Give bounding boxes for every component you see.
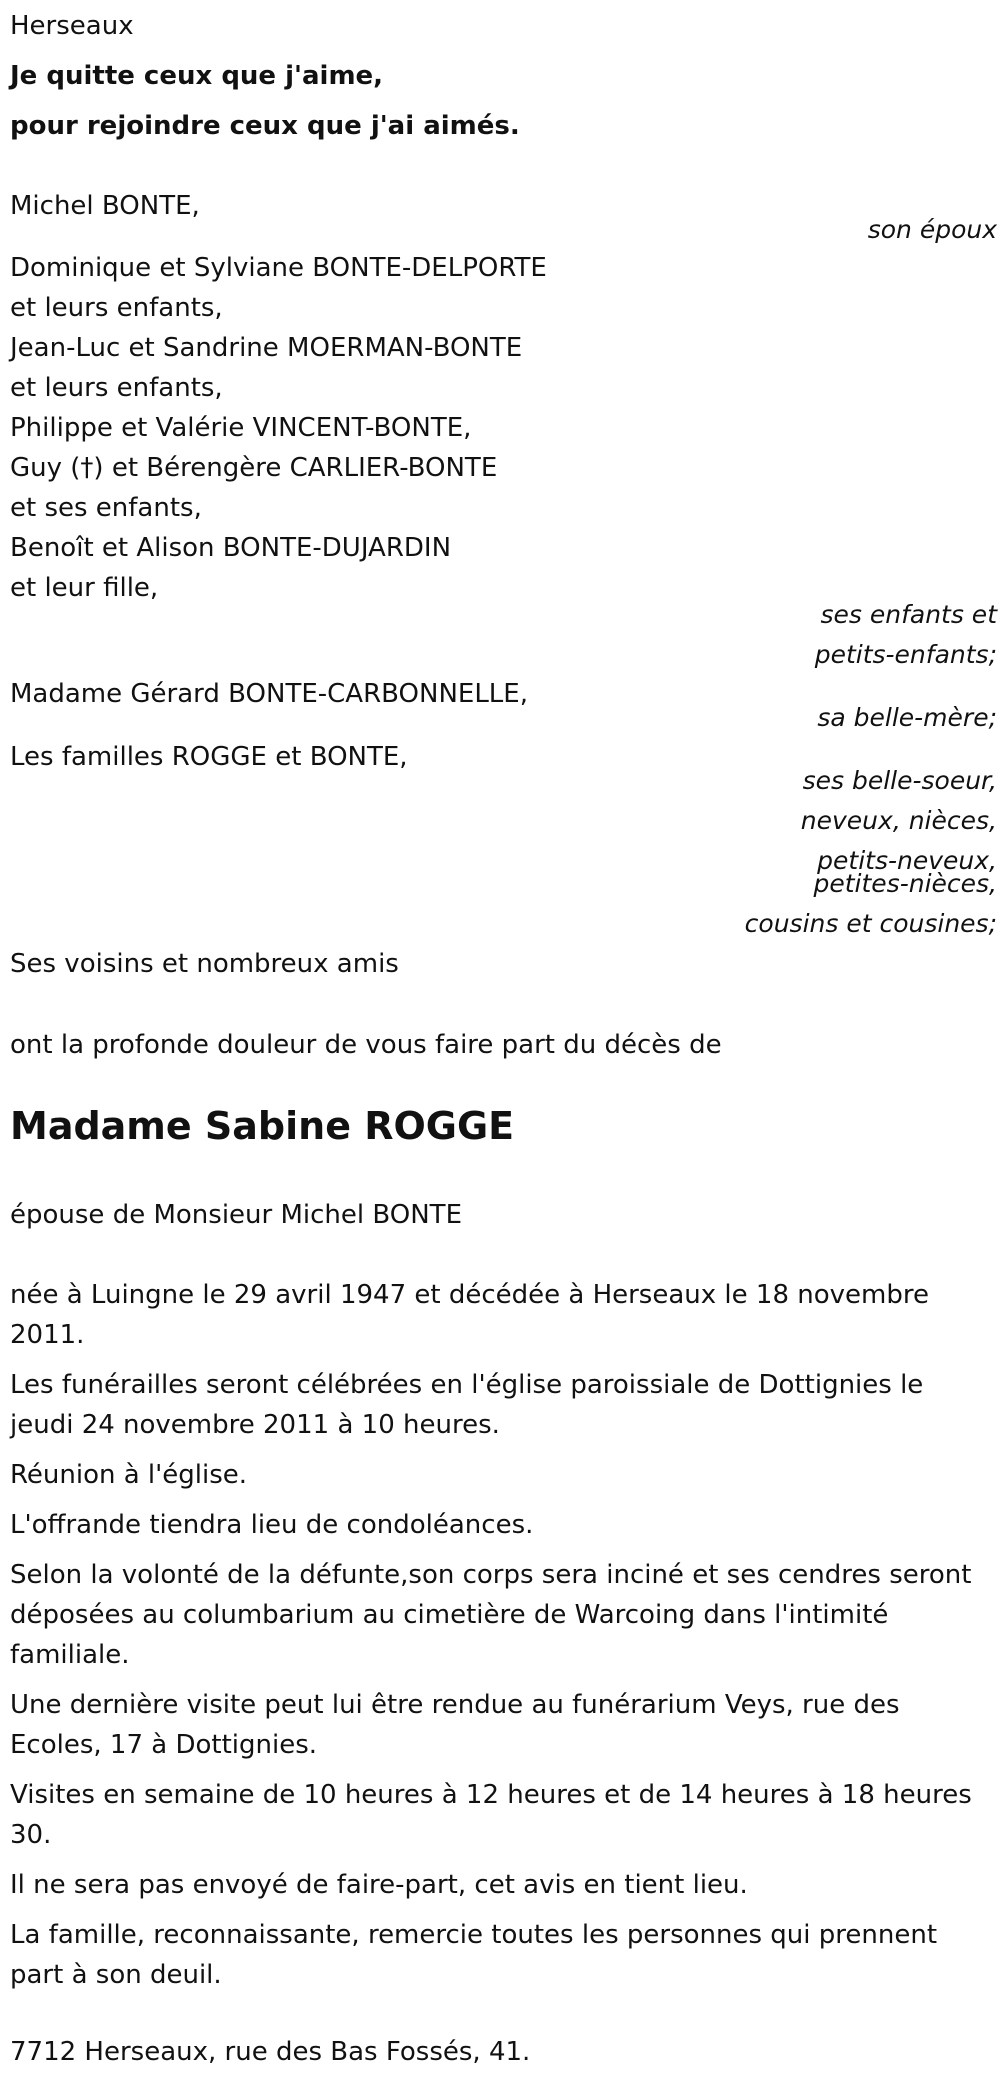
families-role: neveux, nièces,: [800, 806, 997, 835]
child-line: et ses enfants,: [10, 493, 202, 523]
children-role-2: petits-enfants;: [814, 640, 997, 669]
child-line: Philippe et Valérie VINCENT-BONTE,: [10, 413, 472, 443]
detail-paragraph: Les funérailles seront célébrées en l'église paroissiale de Dottignies le jeudi 24 novembre 2011 à 10 heures.: [10, 1370, 924, 1440]
detail-paragraph: Réunion à l'église.: [10, 1460, 248, 1490]
spouse-name: Michel BONTE,: [10, 191, 200, 221]
quote-line-2: pour rejoindre ceux que j'ai aimés.: [10, 111, 520, 141]
detail-paragraph: Une dernière visite peut lui être rendue au funérarium Veys, rue des Ecoles, 17 à Dottignies.: [10, 1690, 900, 1760]
mother-in-law-role: sa belle-mère;: [817, 703, 997, 732]
detail-paragraph: née à Luingne le 29 avril 1947 et décédée à Herseaux le 18 novembre 2011.: [10, 1280, 929, 1350]
spouse-of: épouse de Monsieur Michel BONTE: [10, 1200, 462, 1230]
quote-line-1: Je quitte ceux que j'aime,: [10, 61, 384, 91]
announcement-intro: ont la profonde douleur de vous faire part du décès de: [10, 1030, 722, 1060]
detail-paragraph: Visites en semaine de 10 heures à 12 heures et de 14 heures à 18 heures 30.: [10, 1780, 972, 1850]
child-line: Benoît et Alison BONTE-DUJARDIN: [10, 533, 452, 563]
child-line: et leurs enfants,: [10, 373, 223, 403]
child-line: et leurs enfants,: [10, 293, 223, 323]
mother-in-law: Madame Gérard BONTE-CARBONNELLE,: [10, 679, 528, 709]
spouse-role: son époux: [867, 215, 997, 244]
families-role: cousins et cousines;: [744, 909, 997, 938]
families-role: ses belle-soeur,: [802, 766, 997, 795]
deceased-name: Madame Sabine ROGGE: [10, 1104, 515, 1148]
child-line: Guy (†) et Bérengère CARLIER-BONTE: [10, 453, 498, 483]
detail-paragraph: La famille, reconnaissante, remercie toutes les personnes qui prennent part à son deuil.: [10, 1920, 938, 1990]
detail-paragraph: Selon la volonté de la défunte,son corps sera inciné et ses cendres seront déposées au columbarium au cimetière de Warcoing dans l'intimité familiale.: [10, 1560, 972, 1670]
child-line: et leur fille,: [10, 573, 159, 603]
families: Les familles ROGGE et BONTE,: [10, 742, 408, 772]
neighbors: Ses voisins et nombreux amis: [10, 949, 399, 979]
address: 7712 Herseaux, rue des Bas Fossés, 41.: [10, 2037, 531, 2067]
place: Herseaux: [10, 11, 134, 41]
child-line: Jean-Luc et Sandrine MOERMAN-BONTE: [10, 333, 523, 363]
children-role-1: ses enfants et: [820, 600, 997, 629]
detail-paragraph: L'offrande tiendra lieu de condoléances.: [10, 1510, 534, 1540]
families-role: petits-neveux,: [817, 846, 997, 875]
families-role: petites-nièces,: [813, 869, 997, 898]
child-line: Dominique et Sylviane BONTE-DELPORTE: [10, 253, 547, 283]
detail-paragraph: Il ne sera pas envoyé de faire-part, cet avis en tient lieu.: [10, 1870, 748, 1900]
